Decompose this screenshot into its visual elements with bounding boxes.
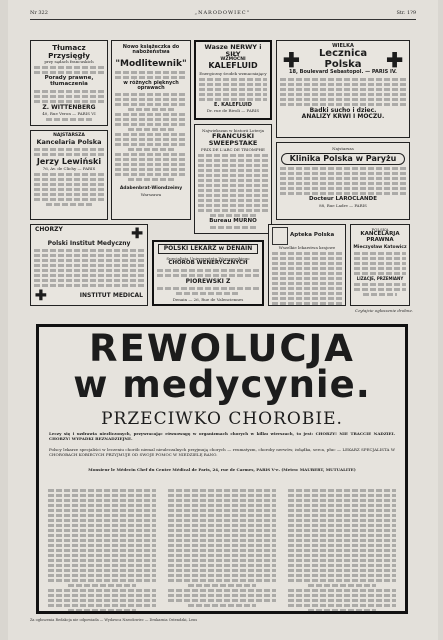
ad-polski-lekarz bbox=[152, 240, 264, 306]
lekarz-line: CHOROB WENERYCZNYCH bbox=[168, 260, 248, 267]
banner-body: Polscy lekarze specjaliści w leczeniu chorób niemal nieuleczalnych przyjmują chorych — reumatyzm, choroby nerwów, żołądka, serca, płuc — LEKARZ SPECJALISTA W CHOROBACH KOBIECYCH PRZYJMUJE OD SWOJE POMOC W NIEDZIELĘ RANO. bbox=[49, 447, 395, 458]
header-rule bbox=[30, 19, 416, 20]
red-cross-icon: ✚ bbox=[283, 47, 300, 72]
tlumacz-title: Tłumacz Przysięgły bbox=[48, 43, 90, 60]
kalefluid-addr: Dr. rue de Rivoli — PARIS bbox=[206, 107, 260, 113]
modlitewnik-body: w różnych pięknych oprawach bbox=[123, 79, 179, 92]
kancelaria-addr: 76, Av. de Clichy — PARIS bbox=[42, 165, 96, 171]
modlitewnik-name: Adabenbrat-Wiondzeimy bbox=[119, 186, 183, 192]
prawna-title: KANCELARJA PRAWNA bbox=[360, 231, 400, 243]
klinika-title: Klinika Polska w Paryżu bbox=[289, 154, 397, 163]
tlumacz-addr: 40, Rue Veron — PARIS VI bbox=[42, 110, 96, 116]
testimonial-column-2 bbox=[165, 487, 279, 612]
page-header bbox=[30, 8, 416, 18]
institut-title: CHORZY bbox=[35, 226, 63, 233]
banner-headline-1: REWOLUCJA bbox=[89, 327, 355, 370]
lecznica-title: Lecznica Polska bbox=[318, 48, 368, 70]
ad-tlumacz bbox=[30, 40, 108, 126]
testimonial-column-1 bbox=[45, 487, 159, 612]
kancelaria-title: Kancelaria Polska bbox=[36, 137, 102, 146]
prawna-sub: LIZACJE, PRZEMIANY bbox=[356, 276, 404, 282]
cross-icon: ✚ bbox=[131, 226, 143, 242]
klinika-name: Docteur LAROCLANDE bbox=[309, 196, 377, 203]
apteka-body: Wszelkie lekarstwa krajowe bbox=[278, 245, 336, 250]
kalefluid-sub: WZMOCNI bbox=[220, 56, 246, 62]
banner-metro: (Metro: MAUBERT, MUTUALITE) bbox=[281, 467, 356, 472]
banner-lead: Leczy się i uzdrawia niezliczonych, przywracając równowagę w organizmach chorych w kilku wierszach, to jest: CHORZY! NIE TRACCIE NADZIEI. CHORZY! WYPADKI BEZNADZIEJNE. bbox=[49, 431, 395, 442]
kalefluid-top: Wasze NERWY i SIŁY bbox=[204, 43, 262, 58]
page-number: Str. 1?9 bbox=[396, 10, 416, 16]
sweepstake-title: FRANCUSKI SWEEPSTAKE bbox=[208, 132, 258, 147]
klinika-head: Najstarsza bbox=[332, 146, 354, 151]
sweepstake-brand: Bureau MURNO bbox=[209, 217, 257, 224]
lekarz-foot: Denain — 26, Rue de Valenciennes bbox=[172, 297, 244, 303]
kancelaria-name: Jerzy Lewiński bbox=[36, 156, 102, 166]
ad-kancelarja-prawna bbox=[350, 224, 410, 306]
sweepstake-sub: PRIX DE L'ARC DE TRIOMPHE bbox=[201, 146, 265, 152]
tlumacz-body: przy sądach francuskich bbox=[44, 59, 94, 65]
tlumacz-name: Z. WITTENBERG bbox=[42, 103, 96, 111]
testimonial-columns bbox=[45, 487, 399, 612]
banner-address: Monsieur le Médecin Chef du Centre Médical de Paris, 24, rue de Carmes, PARIS V-e. bbox=[88, 467, 280, 472]
banner-headline-2: w medycynie. bbox=[73, 363, 371, 406]
modlitewnik-head: Nowo książeczka do nabożeństwa bbox=[122, 44, 180, 56]
lekarz-title: POLSKI LEKARZ w DENAIN bbox=[163, 245, 253, 252]
lecznica-addr: 18, Boulevard Sebastopol. — PARIS IV. bbox=[289, 69, 397, 76]
kalefluid-body: Energiczny środek wzmacniający bbox=[199, 70, 267, 76]
lecznica-tag: ANALIZY KRWI I MOCZU. bbox=[301, 112, 385, 120]
lecznica-note: Badki sucho i dziec. bbox=[309, 106, 377, 114]
issue-number: Nr 322 bbox=[30, 10, 48, 16]
apteka-title: Apteka Polska bbox=[290, 232, 335, 239]
lecznica-top: WIELKA bbox=[332, 43, 354, 49]
modlitewnik-title: "Modlitewnik" bbox=[115, 58, 187, 69]
prawna-foot: Czytajcie ogłoszenie drobne. bbox=[354, 308, 414, 313]
ad-kalefluid bbox=[194, 40, 272, 120]
lekarz-name: PIOREWSKI Z bbox=[185, 278, 231, 286]
cross-icon-bottom: ✚ bbox=[35, 288, 47, 305]
ad-modlitewnik bbox=[111, 40, 191, 220]
klinika-addr: 88, Rue Ladre — PARIS bbox=[319, 203, 367, 209]
page-footer: Za ogłoszenia Redakcja nie odpowiada — Wydawca Narodowiec — Drukarnia Ostendzki, Lens bbox=[30, 618, 198, 622]
banner-subheadline: PRZECIWKO CHOROBIE. bbox=[101, 409, 343, 429]
kalefluid-brand: E. KALEFLUID bbox=[214, 101, 252, 108]
tlumacz-mid: Porady prawne, tłumaczenia bbox=[44, 75, 94, 87]
ad-institut-medical bbox=[30, 224, 148, 306]
prawna-head: POLSKA bbox=[371, 227, 389, 232]
kancelaria-top: NAJSTARSZA bbox=[53, 133, 85, 138]
pharmacy-image bbox=[272, 227, 288, 245]
sweepstake-head: Najwiekszan w historii Loterja bbox=[202, 128, 264, 133]
masthead: „NARODOWIEC" bbox=[194, 10, 250, 16]
ad-sweepstake bbox=[194, 124, 272, 234]
newspaper-page bbox=[8, 0, 438, 640]
red-cross-icon-right: ✚ bbox=[386, 47, 403, 72]
ad-apteka bbox=[268, 224, 346, 306]
ad-klinika-polska bbox=[276, 142, 410, 220]
testimonial-column-3 bbox=[285, 487, 399, 612]
rewolucja-banner bbox=[36, 324, 408, 614]
prawna-name: Mieczysław Katowicz bbox=[353, 244, 407, 250]
modlitewnik-addr: Warszawa bbox=[140, 192, 162, 198]
institut-foot: INSTITUT MEDICAL bbox=[79, 292, 143, 300]
kalefluid-title: KALEFLUID bbox=[208, 61, 258, 71]
ad-lecznica-polska bbox=[276, 40, 410, 138]
ad-kancelaria-polska bbox=[30, 130, 108, 220]
lekarz-sub: Specjalista Uniwersytetu Warszawskiego bbox=[166, 256, 250, 262]
institut-sub: Polski Institut Medyczny bbox=[47, 240, 131, 247]
